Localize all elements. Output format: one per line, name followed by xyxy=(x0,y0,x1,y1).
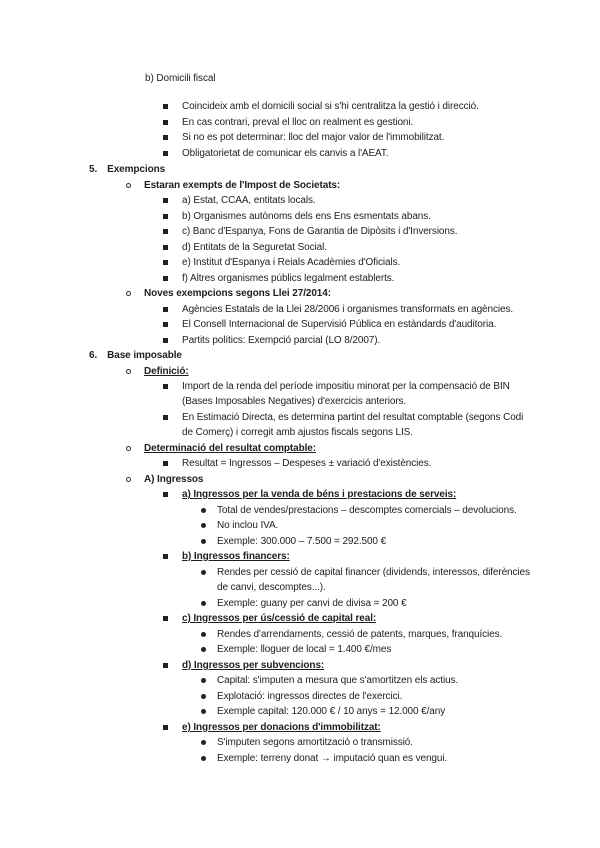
list-item: Total de vendes/prestacions – descomptes comercials – devolucions. xyxy=(201,505,517,517)
square-bullet-icon xyxy=(163,104,168,109)
list-item: b) Ingressos financers: xyxy=(163,551,290,563)
disc-bullet-icon xyxy=(201,647,206,652)
list-item: f) Altres organismes públics legalment establerts. xyxy=(163,273,394,285)
disc-bullet-icon xyxy=(201,601,206,606)
circle-bullet-icon xyxy=(126,477,131,482)
section-number: 5. xyxy=(89,164,98,175)
list-item: Explotació: ingressos directes de l'exercici. xyxy=(201,691,402,703)
disc-bullet-icon xyxy=(201,756,206,761)
subsection-label: Determinació del resultat comptable: xyxy=(126,443,316,455)
section-number: 6. xyxy=(89,350,98,361)
subsection-label: A) Ingressos xyxy=(126,474,203,486)
square-bullet-icon xyxy=(163,135,168,140)
square-bullet-icon xyxy=(163,384,168,389)
list-item: a) Estat, CCAA, entitats locals. xyxy=(163,195,316,207)
list-item: d) Ingressos per subvencions: xyxy=(163,660,324,672)
list-item: Obligatorietat de comunicar els canvis a l'AEAT. xyxy=(163,148,388,160)
square-bullet-icon xyxy=(163,616,168,621)
circle-bullet-icon xyxy=(126,369,131,374)
circle-bullet-icon xyxy=(126,446,131,451)
list-item: El Consell Internacional de Supervisió Pública en estàndards d'auditoria. xyxy=(163,319,496,331)
section-title: Exempcions xyxy=(107,164,166,175)
list-item: e) Ingressos per donacions d'immobilitzat: xyxy=(163,722,381,734)
list-item-continuation: de Comerç) i corregit amb ajustos fiscals segons LIS. xyxy=(182,427,413,438)
list-item: Agències Estatals de la Llei 28/2006 i organismes transformats en agències. xyxy=(163,304,513,316)
square-bullet-icon xyxy=(163,554,168,559)
list-item: a) Ingressos per la venda de béns i prestacions de serveis: xyxy=(163,489,456,501)
subsection-label: Definició: xyxy=(126,366,189,378)
disc-bullet-icon xyxy=(201,523,206,528)
list-item: Si no es pot determinar: lloc del major valor de l'immobilitzat. xyxy=(163,132,444,144)
list-item: Rendes d'arrendaments, cessió de patents, marques, franquícies. xyxy=(201,629,502,641)
list-item: Partits polítics: Exempció parcial (LO 8/2007). xyxy=(163,335,380,347)
disc-bullet-icon xyxy=(201,678,206,683)
subsection-label: Noves exempcions segons Llei 27/2014: xyxy=(126,288,331,300)
square-bullet-icon xyxy=(163,120,168,125)
list-item: c) Ingressos per ús/cessió de capital real: xyxy=(163,613,376,625)
square-bullet-icon xyxy=(163,725,168,730)
disc-bullet-icon xyxy=(201,508,206,513)
list-item: Import de la renda del període impositiu minorat per la compensació de BIN xyxy=(163,381,510,393)
list-item: Rendes per cessió de capital financer (dividends, interessos, diferències xyxy=(201,567,530,579)
section-base-imposable xyxy=(89,350,182,362)
square-bullet-icon xyxy=(163,338,168,343)
list-item: b) Organismes autònoms dels ens Ens esmentats abans. xyxy=(163,211,431,223)
disc-bullet-icon xyxy=(201,740,206,745)
square-bullet-icon xyxy=(163,415,168,420)
square-bullet-icon xyxy=(163,663,168,668)
square-bullet-icon xyxy=(163,276,168,281)
list-item: En Estimació Directa, es determina partint del resultat comptable (segons Codi xyxy=(163,412,523,424)
square-bullet-icon xyxy=(163,307,168,312)
square-bullet-icon xyxy=(163,151,168,156)
square-bullet-icon xyxy=(163,214,168,219)
subsection-label: Estaran exempts de l'Impost de Societats: xyxy=(126,180,340,192)
square-bullet-icon xyxy=(163,198,168,203)
disc-bullet-icon xyxy=(201,632,206,637)
square-bullet-icon xyxy=(163,229,168,234)
disc-bullet-icon xyxy=(201,709,206,714)
section-exempcions xyxy=(89,164,165,176)
square-bullet-icon xyxy=(163,260,168,265)
list-item-continuation: (Bases Imposables Negatives) d'exercicis anteriors. xyxy=(182,396,407,407)
square-bullet-icon xyxy=(163,492,168,497)
list-item: Coincideix amb el domicili social si s'hi centralitza la gestió i direcció. xyxy=(163,101,479,113)
disc-bullet-icon xyxy=(201,539,206,544)
domicili-heading: b) Domicili fiscal xyxy=(145,73,216,84)
circle-bullet-icon xyxy=(126,183,131,188)
square-bullet-icon xyxy=(163,245,168,250)
section-title: Base imposable xyxy=(107,350,182,361)
list-item: d) Entitats de la Seguretat Social. xyxy=(163,242,327,254)
list-item-continuation: de canvi, descomptes...). xyxy=(217,582,326,593)
list-item: En cas contrari, preval el lloc on realment es gestioni. xyxy=(163,117,413,129)
list-item: No inclou IVA. xyxy=(201,520,278,532)
disc-bullet-icon xyxy=(201,694,206,699)
list-item: Resultat = Ingressos – Despeses ± variació d'existències. xyxy=(163,458,431,470)
list-item: e) Institut d'Espanya i Reials Acadèmies d'Oficials. xyxy=(163,257,400,269)
list-item: Exemple: 300.000 – 7.500 = 292.500 € xyxy=(201,536,386,548)
square-bullet-icon xyxy=(163,461,168,466)
list-item: S'imputen segons amortització o transmissió. xyxy=(201,737,413,749)
list-item: Exemple: lloguer de local = 1.400 €/mes xyxy=(201,644,391,656)
square-bullet-icon xyxy=(163,322,168,327)
list-item: Exemple capital: 120.000 € / 10 anys = 12.000 €/any xyxy=(201,706,445,718)
list-item: Capital: s'imputen a mesura que s'amortitzen els actius. xyxy=(201,675,458,687)
list-item: Exemple: guany per canvi de divisa = 200 € xyxy=(201,598,407,610)
list-item: Exemple: terreny donat → imputació quan es vengui. xyxy=(201,753,447,765)
disc-bullet-icon xyxy=(201,570,206,575)
circle-bullet-icon xyxy=(126,291,131,296)
list-item: c) Banc d'Espanya, Fons de Garantia de Dipòsits i d'Inversions. xyxy=(163,226,457,238)
